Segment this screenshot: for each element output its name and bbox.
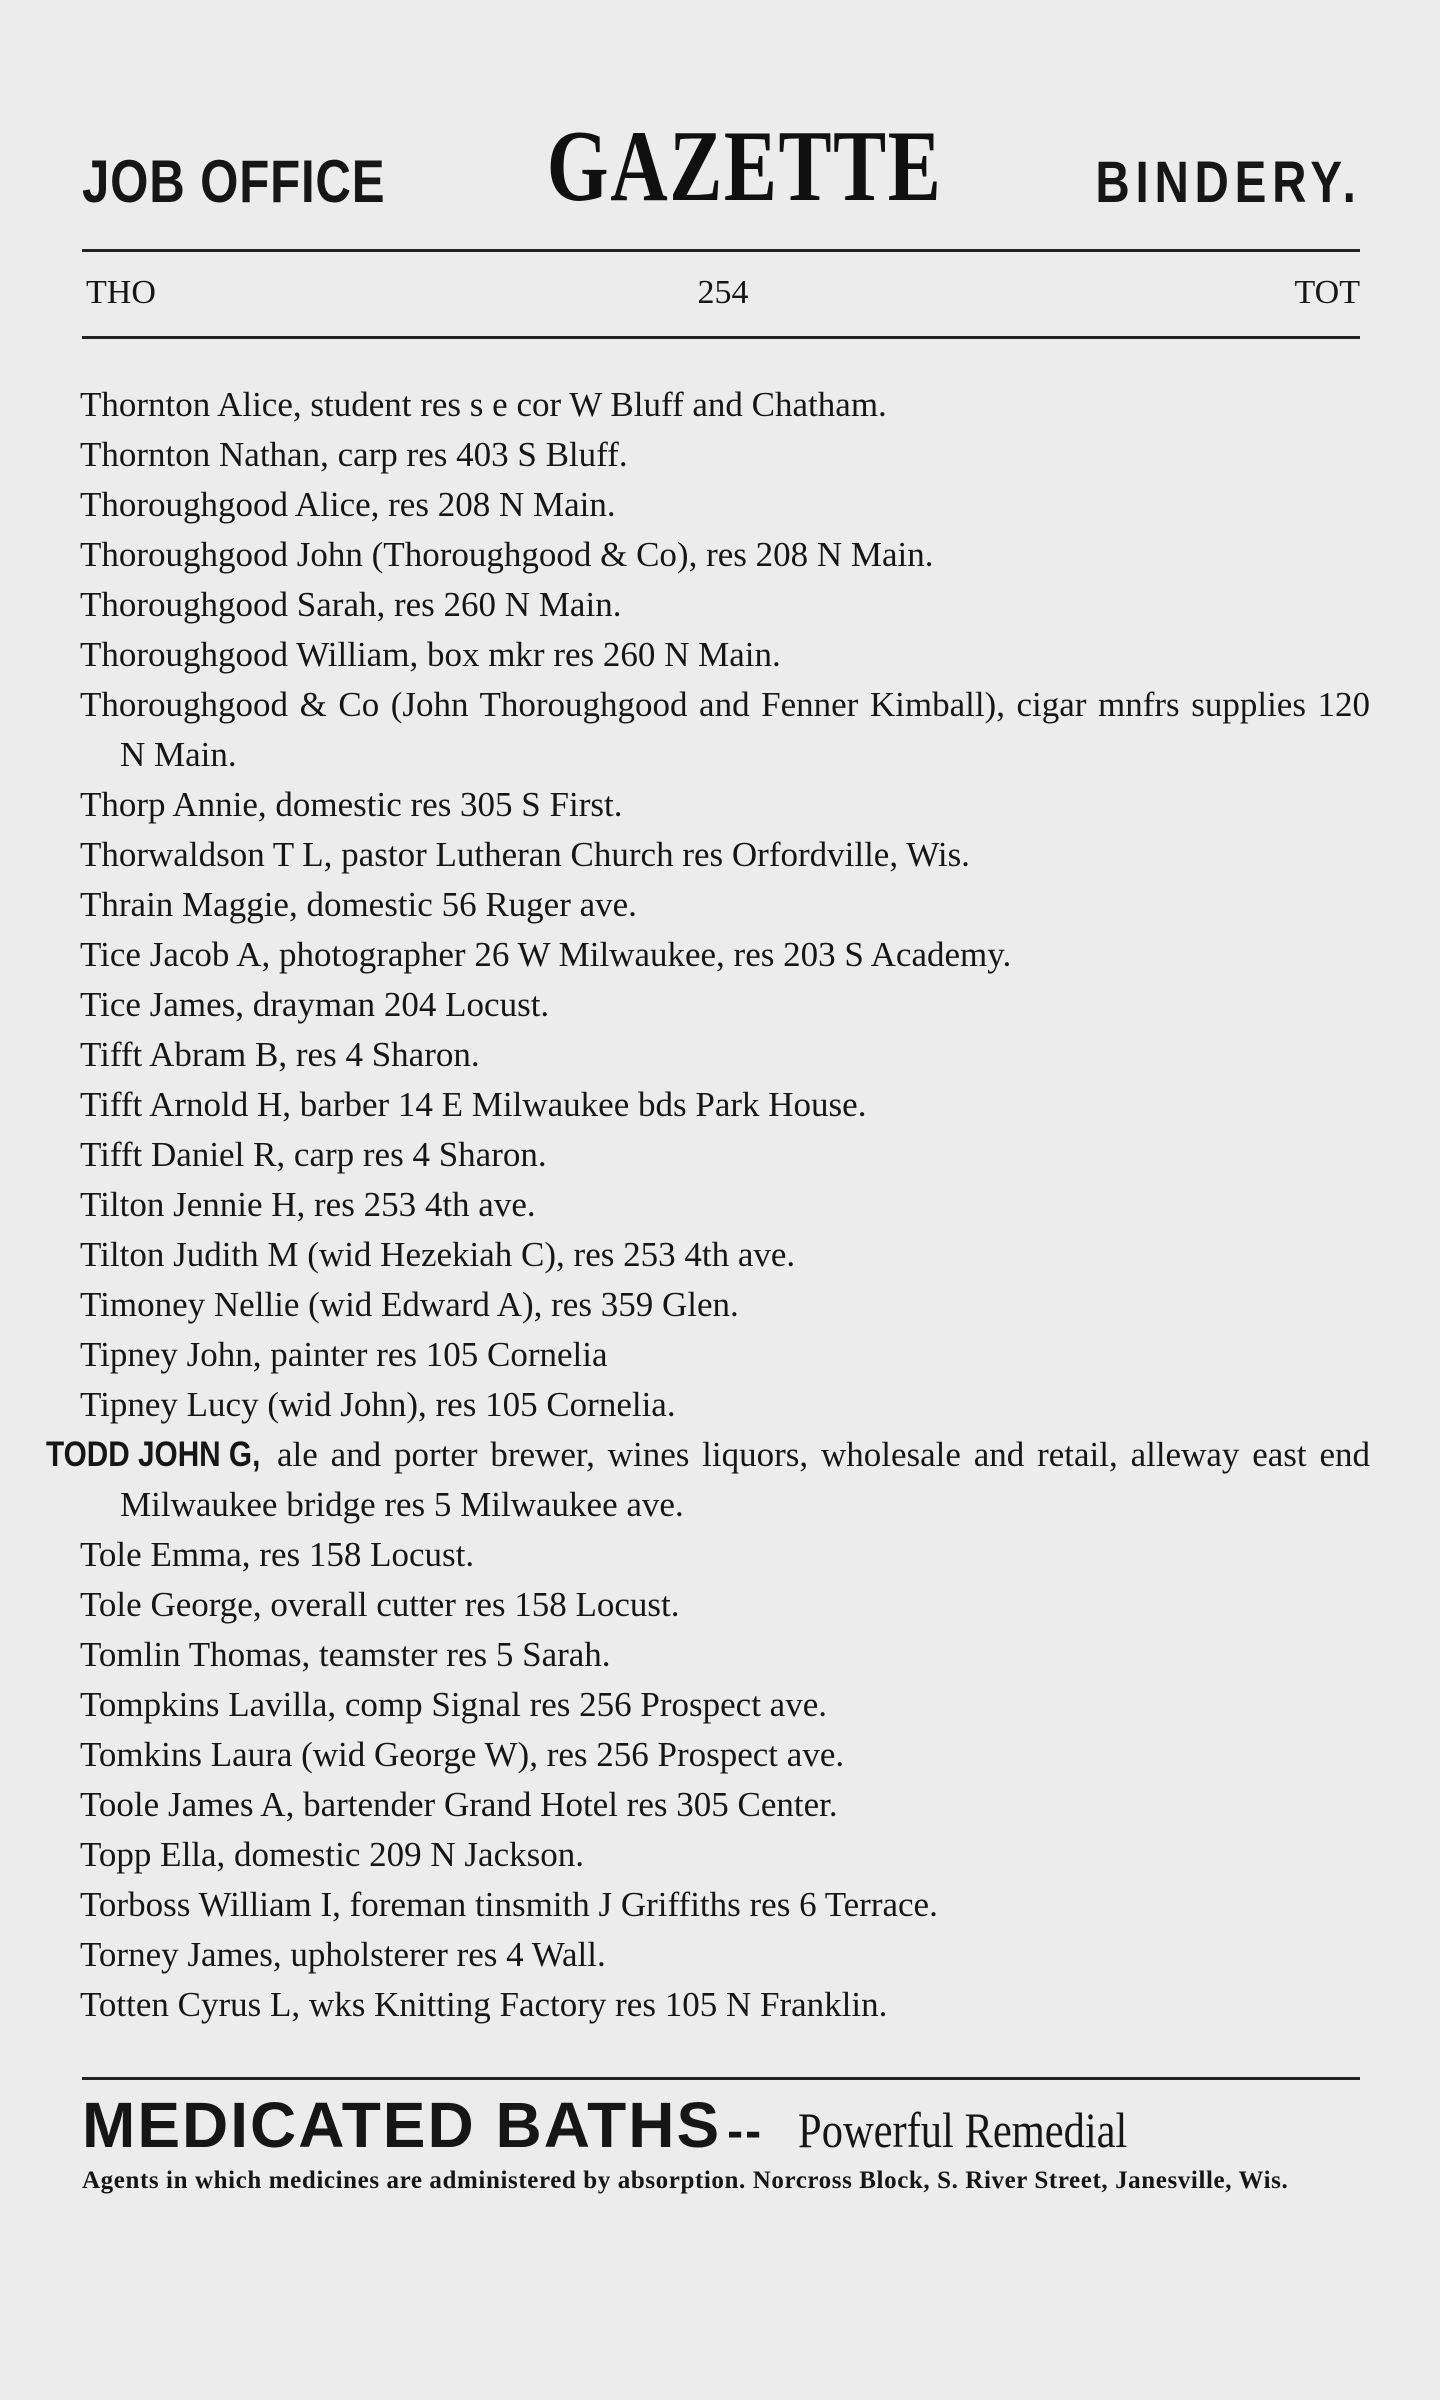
advert-headline: MEDICATED BATHS [82, 2089, 722, 2161]
directory-entry: Thoroughgood William, box mkr res 260 N Main. [80, 635, 781, 674]
masthead-left-text: JOB OFFICE [82, 148, 386, 215]
directory-entry: Toole James A, bartender Grand Hotel res 305 Center. [80, 1785, 838, 1824]
page-number: 254 [697, 274, 749, 311]
directory-entry: Totten Cyrus L, wks Knitting Factory res 105 N Franklin. [80, 1985, 888, 2024]
masthead-right-text: BINDERY. [1095, 150, 1362, 215]
directory-entry: Tomlin Thomas, teamster res 5 Sarah. [80, 1635, 611, 1674]
featured-entry-text: ale and porter brewer, wines liquors, wholesale and retail, alleway east end Milwaukee bridge res 5 Milwaukee ave. [120, 1435, 1370, 1524]
masthead-title: GAZETTE [546, 110, 943, 223]
directory-entry: Tice Jacob A, photographer 26 W Milwaukee, res 203 S Academy. [80, 935, 1012, 974]
directory-entry: Torney James, upholsterer res 4 Wall. [80, 1935, 606, 1974]
directory-entry: Thornton Alice, student res s e cor W Bluff and Chatham. [80, 385, 887, 424]
directory-entry-featured [46, 1430, 1370, 1530]
masthead-advert [82, 108, 1362, 223]
directory-entry: Tipney Lucy (wid John), res 105 Cornelia. [80, 1385, 676, 1424]
directory-entry: Thoroughgood & Co (John Thoroughgood and Fenner Kimball), cigar mnfrs supplies 120 N Main. [80, 685, 1370, 774]
directory-entry: Tole George, overall cutter res 158 Locust. [80, 1585, 680, 1624]
directory-entry: Tompkins Lavilla, comp Signal res 256 Prospect ave. [80, 1685, 827, 1724]
directory-entry: Thoroughgood John (Thoroughgood & Co), res 208 N Main. [80, 535, 934, 574]
directory-entry: Topp Ella, domestic 209 N Jackson. [80, 1835, 584, 1874]
directory-entry: Tomkins Laura (wid George W), res 256 Prospect ave. [80, 1735, 845, 1774]
directory-entry: Thorp Annie, domestic res 305 S First. [80, 785, 623, 824]
footer-advert [82, 2086, 1362, 2196]
directory-entry: Tilton Jennie H, res 253 4th ave. [80, 1185, 536, 1224]
directory-entry: Thornton Nathan, carp res 403 S Bluff. [80, 435, 628, 474]
directory-entry: Tifft Daniel R, carp res 4 Sharon. [80, 1135, 547, 1174]
directory-entry: Thoroughgood Sarah, res 260 N Main. [80, 585, 622, 624]
directory-entry: Tifft Abram B, res 4 Sharon. [80, 1035, 480, 1074]
directory-entries [46, 380, 1370, 2030]
guide-word-first: THO [86, 274, 156, 311]
directory-entry: Tifft Arnold H, barber 14 E Milwaukee bds Park House. [80, 1085, 867, 1124]
directory-entry: Tole Emma, res 158 Locust. [80, 1535, 475, 1574]
running-head [86, 268, 1360, 318]
directory-entry: Torboss William I, foreman tinsmith J Griffiths res 6 Terrace. [80, 1885, 938, 1924]
advert-body: Agents in which medicines are administered by absorption. Norcross Block, S. River Street, Janesville, Wis. [82, 2167, 1289, 2194]
directory-entry: Tilton Judith M (wid Hezekiah C), res 253 4th ave. [80, 1235, 796, 1274]
directory-entry: Tipney John, painter res 105 Cornelia [80, 1335, 608, 1374]
advert-tagline: Powerful Remedial [798, 2102, 1128, 2158]
guide-word-last: TOT [1294, 274, 1360, 311]
advert-dash: -- [727, 2105, 764, 2158]
footer-rule [82, 2077, 1360, 2080]
directory-entry: Thrain Maggie, domestic 56 Ruger ave. [80, 885, 637, 924]
advert-headline-row [82, 2086, 1362, 2164]
featured-entry-name: TODD JOHN G, [46, 1435, 261, 1474]
directory-entry: Thorwaldson T L, pastor Lutheran Church res Orfordville, Wis. [80, 835, 970, 874]
directory-entry: Thoroughgood Alice, res 208 N Main. [80, 485, 616, 524]
directory-entry: Tice James, drayman 204 Locust. [80, 985, 550, 1024]
header-rule [82, 336, 1360, 339]
top-rule [82, 249, 1360, 252]
directory-entry: Timoney Nellie (wid Edward A), res 359 Glen. [80, 1285, 739, 1324]
